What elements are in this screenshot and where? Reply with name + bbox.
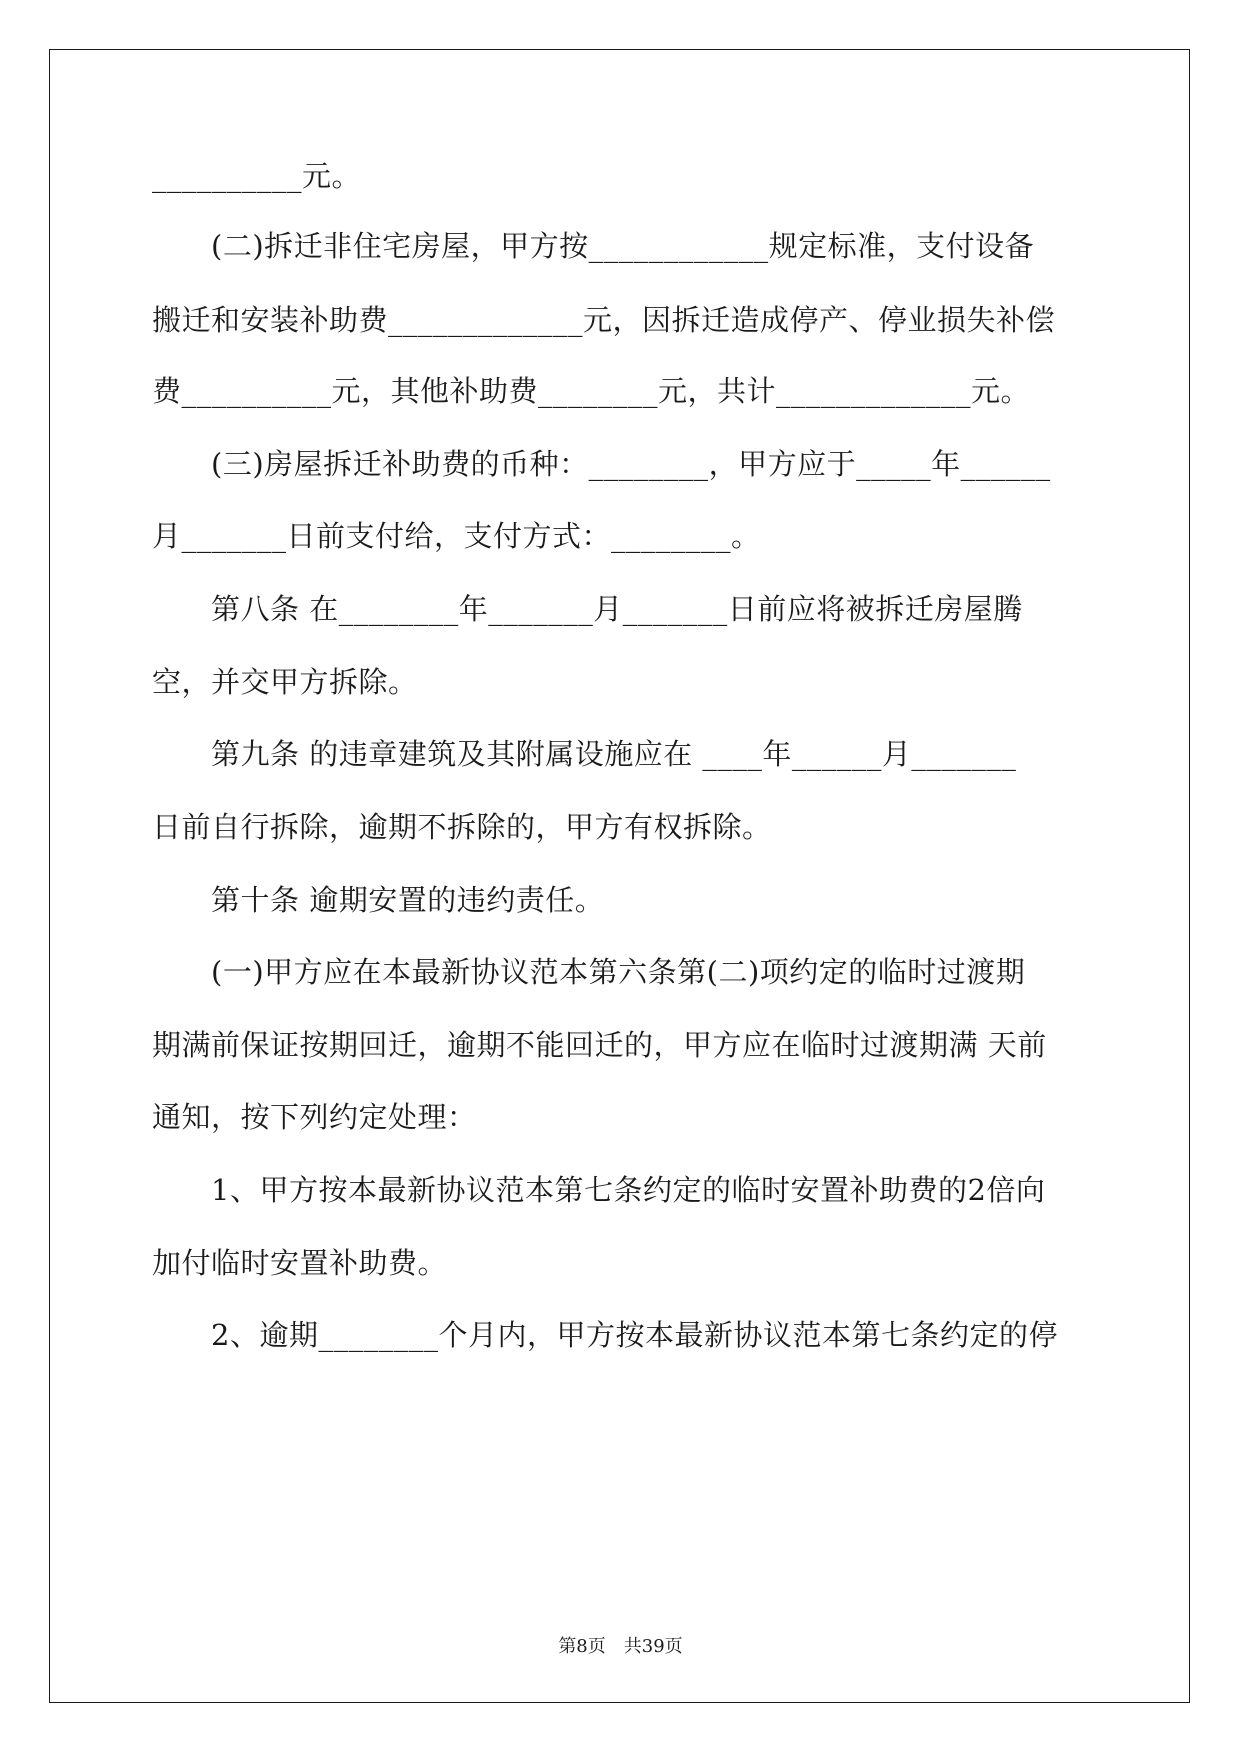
text-line-8: 空，并交甲方拆除。: [152, 665, 418, 699]
text-line-12: (一)甲方应在本最新协议范本第六条第(二)项约定的临时过渡期: [211, 955, 1026, 989]
text-line-14: 通知，按下列约定处理：: [152, 1100, 477, 1134]
text-line-10: 日前自行拆除，逾期不拆除的，甲方有权拆除。: [152, 810, 772, 844]
text-line-15: 1、甲方按本最新协议范本第七条约定的临时安置补助费的2倍向: [211, 1173, 1046, 1207]
page-number-footer: 第8页 共39页: [558, 1636, 683, 1657]
text-line-1: __________元。: [152, 159, 362, 193]
text-line-7: 第八条 在________年_______月_______日前应将被拆迁房屋腾: [211, 592, 1023, 626]
text-line-5: (三)房屋拆迁补助费的币种：________，甲方应于_____年______: [211, 447, 1051, 481]
text-line-4: 费__________元，其他补助费________元，共计_____________元。: [152, 374, 1031, 408]
text-line-11: 第十条 逾期安置的违约责任。: [211, 883, 605, 917]
page-frame: [49, 49, 1190, 1703]
text-line-6: 月_______日前支付给，支付方式：________。: [152, 519, 761, 553]
text-line-16: 加付临时安置补助费。: [152, 1246, 448, 1280]
text-line-9: 第九条 的违章建筑及其附属设施应在 ____年______月_______: [211, 737, 1017, 771]
text-line-2: (二)拆迁非住宅房屋，甲方按____________规定标准，支付设备: [211, 229, 1035, 263]
text-line-17: 2、逾期________个月内，甲方按本最新协议范本第七条约定的停: [211, 1318, 1058, 1352]
text-line-3: 搬迁和安装补助费_____________元，因拆迁造成停产、停业损失补偿: [152, 303, 1056, 337]
text-line-13: 期满前保证按期回迁，逾期不能回迁的，甲方应在临时过渡期满 天前: [152, 1028, 1047, 1062]
